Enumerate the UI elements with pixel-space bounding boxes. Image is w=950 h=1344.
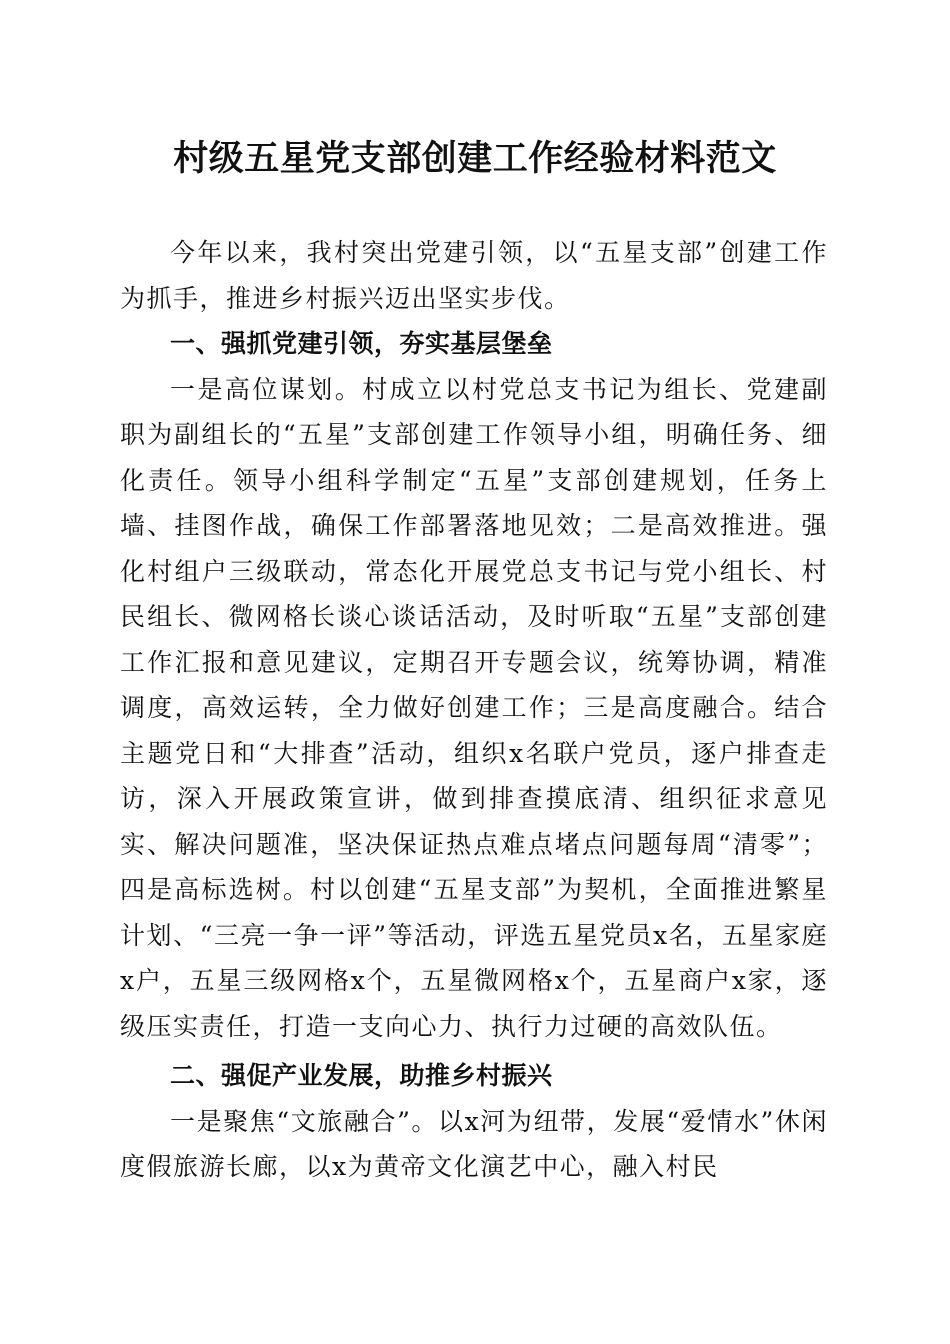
section-heading-2: 二、强促产业发展，助推乡村振兴 (170, 1061, 553, 1090)
section-heading-1: 一、强抓党建引领，夯实基层堡垒 (170, 329, 553, 358)
document-body (120, 230, 828, 1190)
document-title: 村级五星党支部创建工作经验材料范文 (173, 138, 777, 179)
section-1-paragraph: 一是高位谋划。村成立以村党总支书记为组长、党建副职为副组长的“五星”支部创建工作领导小组，明确任务、细化责任。领导小组科学制定“五星”支部创建规划，任务上墙、挂图作战，确保工作部署落地见效；二是高效推进。强化村组户三级联动，常态化开展党总支书记与党小组长、村民组长、微网格长谈心谈话活动，及时听取“五星”支部创建工作汇报和意见建议，定期召开专题会议，统筹协调，精准调度，高效运转，全力做好创建工作；三是高度融合。结合主题党日和“大排查”活动，组织x名联户党员，逐户排查走访，深入开展政策宣讲，做到排查摸底清、组织征求意见实、解决问题准，坚决保证热点难点堵点问题每周“清零”；四是高标选树。村以创建“五星支部”为契机，全面推进繁星计划、“三亮一争一评”等活动，评选五星党员x名，五星家庭x户，五星三级网格x个，五星微网格x个，五星商户x家，逐级压实责任，打造一支向心力、执行力过硬的高效队伍。 (120, 374, 828, 1041)
section-2-paragraph: 一是聚焦“文旅融合”。以x河为纽带，发展“爱情水”休闲度假旅游长廊，以x为黄帝文化演艺中心，融入村民 (120, 1106, 828, 1181)
intro-paragraph: 今年以来，我村突出党建引领，以“五星支部”创建工作为抓手，推进乡村振兴迈出坚实步伐。 (120, 238, 828, 313)
